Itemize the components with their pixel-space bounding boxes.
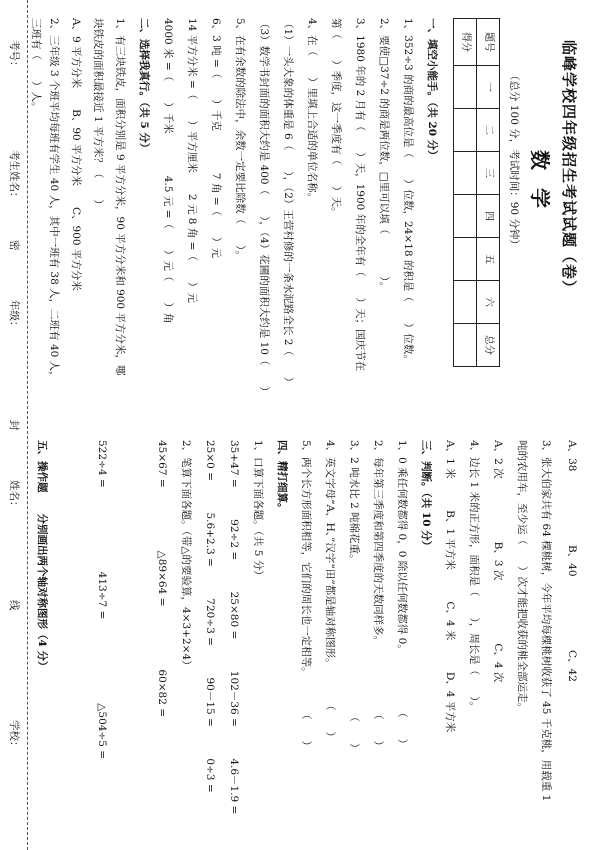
score-cell: 五 bbox=[477, 238, 500, 281]
question-line: 五、操作题 分别画出两个轴对称图形（4 分） bbox=[36, 440, 48, 672]
question-line: 吨的农用车，至少运（ ）次才能把收获的桃全部运走。 bbox=[516, 440, 528, 713]
question-line: A、38 B、40 C、42 bbox=[566, 440, 578, 682]
binding-field-student-name: 考生姓名： bbox=[8, 150, 20, 203]
question-line: 45×67 = △89×64 = 60×82 = bbox=[156, 440, 168, 718]
question-line: 5、两个长方形面积相等，它们的周长也一定相等。 （ ） bbox=[300, 440, 312, 752]
score-table-header-row bbox=[477, 19, 500, 367]
binding-line bbox=[27, 0, 28, 850]
question-line: A、9 平方分米 B、90 平方分米 C、900 平方分米 bbox=[70, 18, 82, 291]
score-cell: 得分 bbox=[454, 19, 477, 66]
question-line: 2、要使□37÷2 的商是两位数，□里可以填（ ）。 bbox=[378, 18, 390, 292]
score-cell: 二 bbox=[477, 109, 500, 152]
subject-title: 数学 bbox=[528, 150, 552, 226]
score-cell[interactable] bbox=[454, 281, 477, 324]
question-line: 1、352÷3 的商的最高位是（ ）位数，24×18 的积是（ ）位数。 bbox=[402, 18, 414, 365]
binding-field-name: 姓名： bbox=[8, 480, 20, 512]
score-cell: 四 bbox=[477, 195, 500, 238]
question-line: 3、1980 年的 2 月有（ ）天，1900 年的全年有（ ）天；国庆节在 bbox=[354, 18, 366, 372]
binding-seal-feng: 封 bbox=[8, 420, 20, 431]
score-table-score-row bbox=[454, 19, 477, 367]
score-cell[interactable] bbox=[454, 66, 477, 109]
question-line: 第（ ）季度，这一季度有（ ）天。 bbox=[330, 18, 342, 218]
score-cell[interactable] bbox=[454, 238, 477, 281]
exam-meta: （总分 100 分，考试时间：90 分钟） bbox=[508, 70, 520, 250]
binding-seal-xian: 线 bbox=[8, 600, 20, 611]
question-line: 4、在（ ）里填上合适的单位名称。 bbox=[306, 18, 318, 204]
score-cell: 一 bbox=[477, 66, 500, 109]
question-line: 三、判断。（共 10 分） bbox=[420, 440, 432, 552]
binding-field-school: 学校： bbox=[8, 720, 20, 752]
question-line: A、1 米 B、1 平方米 C、4 米 D、4 平方米 bbox=[444, 440, 456, 733]
question-line: 1、口算下面各题。（共 5 分） bbox=[252, 440, 264, 581]
question-line: 3、2 吨水比 2 吨棉花重。 （ ） bbox=[348, 440, 360, 754]
score-cell: 六 bbox=[477, 281, 500, 324]
question-line: 1、0 乘任何数都得 0，0 除以任何数都得 0。 （ ） bbox=[396, 440, 408, 750]
score-cell[interactable] bbox=[454, 109, 477, 152]
exam-title: 临峰学校四年级招生考试试题（卷） bbox=[560, 40, 578, 297]
question-line: 二、选择我真行。（共 5 分） bbox=[138, 18, 150, 154]
score-cell[interactable] bbox=[454, 152, 477, 195]
question-line: （1）一头大象的体重是 6（ ），（2）王营村修的一条水泥路全长 2（ ） bbox=[282, 18, 294, 388]
question-line: 2、三年级 3 个班平均每班有学生 40 人，其中一班有 38 人，二班有 40 人， bbox=[48, 18, 60, 382]
question-line: 3、张大伯家共有 64 棵桃树，今年平均每棵桃树收获了 45 千克桃，用载重 1 bbox=[540, 440, 552, 802]
question-line: 四、精打细算。 bbox=[276, 440, 288, 514]
question-line: 1、有三块铁皮，面积分别是 9 平方分米，90 平方分米和 900 平方分米，哪 bbox=[114, 18, 126, 376]
question-line: 4、边长 1 米的正方形，面积是（ ），周长是（ ）。 bbox=[468, 440, 480, 713]
question-line: 522÷4 = 413÷7 = △504÷5 = bbox=[96, 440, 108, 760]
question-line: 2、每年第三季度和第四季度的天数同样多。 （ ） bbox=[372, 440, 384, 752]
question-line: 6、3 吨 =（ ）千克 7 角 =（ ）元 bbox=[210, 18, 222, 258]
binding-field-exam-no: 考号： bbox=[8, 40, 20, 72]
question-line: 35+47 = 92÷2 = 25×80 = 102－36 = 4.6－1.9 = bbox=[228, 440, 240, 815]
question-line: A、2 次 B、3 次 C、4 次 bbox=[492, 440, 504, 683]
binding-field-grade: 年级： bbox=[8, 300, 20, 332]
question-line: 一、填空小能手。（共 20 分） bbox=[426, 18, 438, 161]
binding-seal-mi: 密 bbox=[8, 240, 20, 251]
score-cell[interactable] bbox=[454, 195, 477, 238]
question-line: 14 平方分米 =（ ）平方厘米 2 元 8 角 =（ ）元 bbox=[186, 18, 198, 303]
question-line: 25×0 = 5.6+2.3 = 720÷3 = 90－15 = 0÷3 = bbox=[204, 440, 216, 793]
score-cell: 总分 bbox=[477, 324, 500, 367]
score-cell: 题号 bbox=[477, 19, 500, 66]
question-line: 5、在有余数的除法中，余数一定要比除数（ ）。 bbox=[234, 18, 246, 261]
question-line: 2、笔算下面各题。（带△的要验算，4×3+2×4） bbox=[180, 440, 192, 671]
question-line: 三班有（ ）人。 bbox=[30, 18, 42, 113]
score-cell: 三 bbox=[477, 152, 500, 195]
question-line: 4、英文字母“A、H、”汉字“田”都是轴对称图形。 （ ） bbox=[324, 440, 336, 743]
question-line: （3）数学书封面的面积大约是 400（ ），（4）花圃的面积大约是 10（ ） bbox=[258, 18, 270, 397]
question-line: 块铁皮的面积最接近 1 平方米？（ ） bbox=[92, 18, 104, 210]
question-line: 4000 米 =（ ）千米 4.5 元 =（ ）元（ ）角 bbox=[162, 18, 174, 324]
score-table bbox=[453, 18, 500, 367]
score-cell[interactable] bbox=[454, 324, 477, 367]
